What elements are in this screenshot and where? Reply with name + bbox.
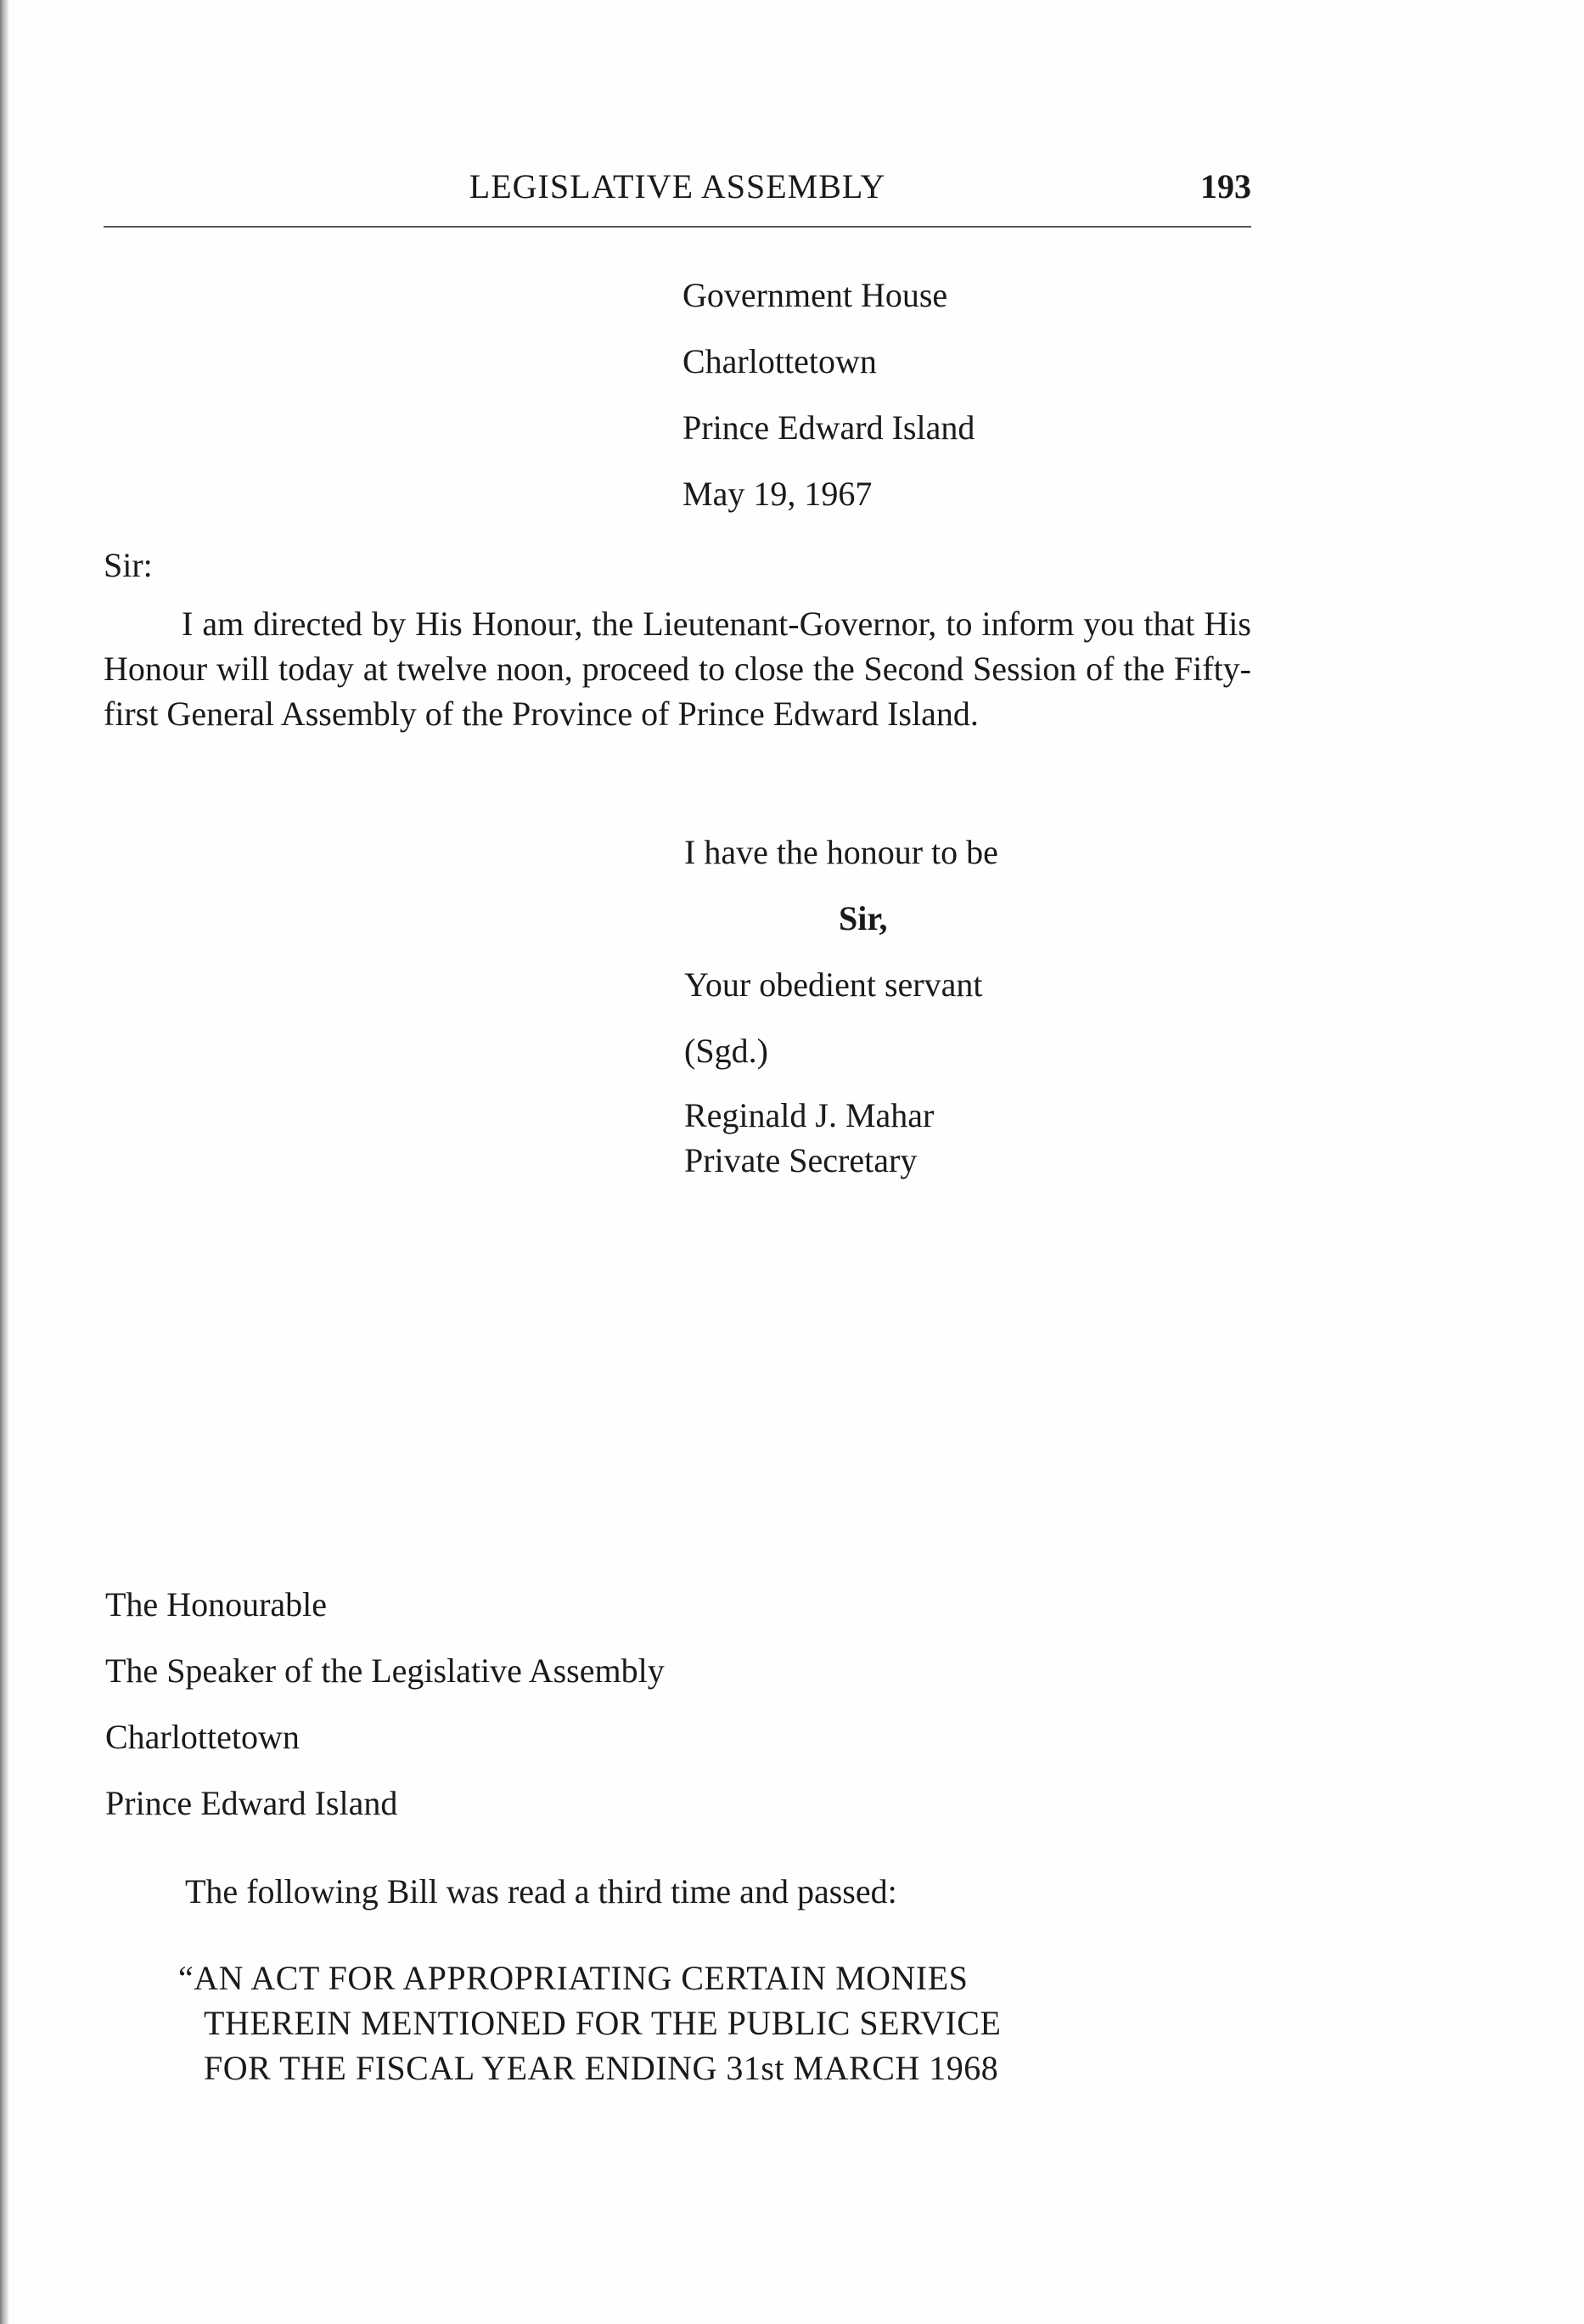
bill-intro: The following Bill was read a third time and passed: bbox=[185, 1872, 897, 1910]
signatory-position: Private Secretary bbox=[684, 1141, 918, 1179]
running-title: LEGISLATIVE ASSEMBLY bbox=[469, 167, 886, 205]
bill-title-line: FOR THE FISCAL YEAR ENDING 31st MARCH 1968 bbox=[204, 2049, 999, 2087]
recipient-line: Prince Edward Island bbox=[105, 1784, 398, 1822]
sender-address-line: Charlottetown bbox=[682, 342, 877, 380]
recipient-line: The Honourable bbox=[105, 1585, 328, 1623]
salutation: Sir: bbox=[104, 546, 153, 584]
page-header bbox=[104, 166, 1251, 226]
bill-title-line: “AN ACT FOR APPROPRIATING CERTAIN MONIES bbox=[178, 1959, 969, 1997]
recipient-line: Charlottetown bbox=[105, 1718, 300, 1756]
page-number: 193 bbox=[1200, 167, 1251, 205]
signature-mark: (Sgd.) bbox=[684, 1032, 768, 1070]
closing-line: Your obedient servant bbox=[684, 965, 983, 1004]
bill-title bbox=[178, 1955, 1248, 2090]
signatory-name: Reginald J. Mahar bbox=[684, 1096, 935, 1134]
recipient-line: The Speaker of the Legislative Assembly bbox=[105, 1652, 665, 1690]
closing-line: I have the honour to be bbox=[684, 833, 998, 871]
letter-date: May 19, 1967 bbox=[682, 475, 873, 513]
closing-sir: Sir, bbox=[839, 899, 888, 937]
bill-title-line: THEREIN MENTIONED FOR THE PUBLIC SERVICE bbox=[204, 2004, 1002, 2042]
body-paragraph: I am directed by His Honour, the Lieutenant-Governor, to inform you that His Honour will today at twelve noon, proceed to close the Second Session of the Fifty-first General Assembly of the Province of Prince Edward Island. bbox=[104, 605, 1251, 733]
sender-address-line: Government House bbox=[682, 276, 948, 314]
scan-edge-shadow bbox=[0, 0, 8, 2324]
header-rule bbox=[104, 226, 1251, 228]
sender-address-line: Prince Edward Island bbox=[682, 408, 975, 447]
